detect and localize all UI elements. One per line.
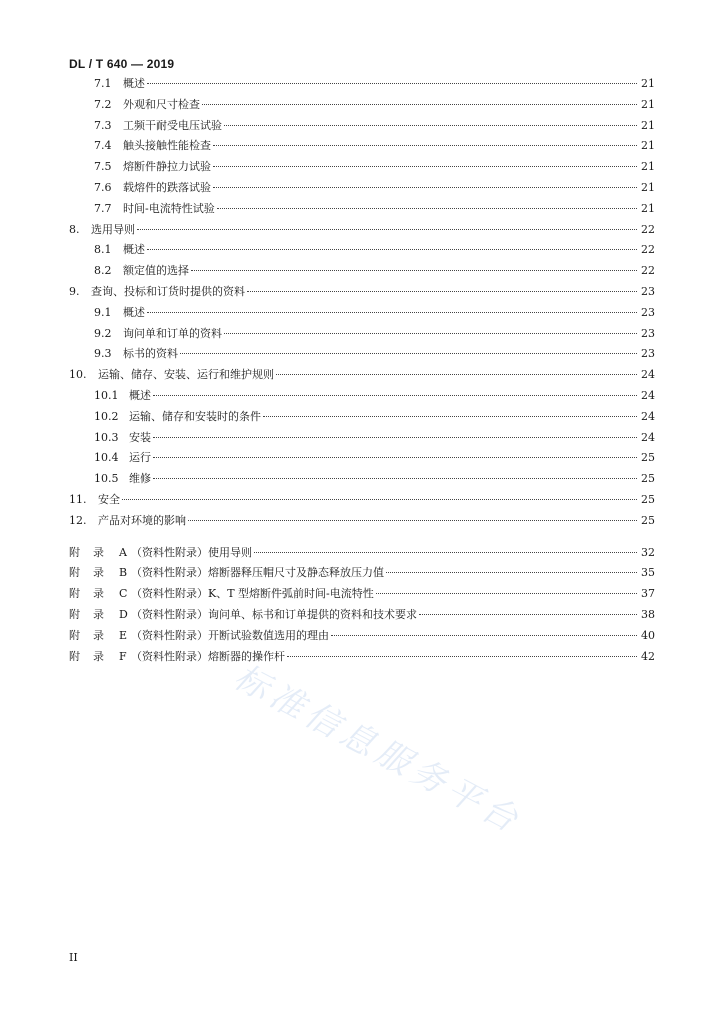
dot-leader <box>153 437 637 438</box>
appendix-title: （资料性附录）开断试验数值选用的理由 <box>131 628 329 642</box>
toc-entry-7-4[interactable] <box>0 136 724 157</box>
toc-entry-title: 安全 <box>98 492 120 506</box>
toc-entry-title: 触头接触性能检查 <box>123 139 211 153</box>
appendix-title: （资料性附录）熔断器的操作杆 <box>131 649 285 663</box>
appendix-page: 35 <box>641 566 655 580</box>
appendix-page: 40 <box>641 628 655 642</box>
toc-entry-number: 7.6 <box>94 180 112 194</box>
toc-entry-7-6[interactable] <box>0 178 724 199</box>
dot-leader <box>254 552 637 553</box>
toc-entry-number: 10.2 <box>94 409 119 423</box>
appendix-letter: D <box>119 607 128 621</box>
dot-leader <box>217 208 637 209</box>
toc-entry-page: 21 <box>641 97 655 111</box>
toc-entry-number: 10. <box>69 368 87 382</box>
appendix-word-1: 附 <box>69 628 80 642</box>
toc-entry-page: 24 <box>641 388 655 402</box>
toc-entry-11[interactable] <box>0 490 724 511</box>
appendix-word-1: 附 <box>69 545 80 559</box>
toc-entry-number: 11. <box>69 492 87 506</box>
toc-entry-page: 23 <box>641 326 655 340</box>
toc-entry-number: 7.1 <box>94 77 112 90</box>
toc-entry-9-2[interactable] <box>0 324 724 345</box>
toc-entry-page: 24 <box>641 430 655 444</box>
dot-leader <box>202 104 637 105</box>
toc-entry-number: 9. <box>69 284 80 298</box>
toc-entry-title: 查询、投标和订货时提供的资料 <box>91 284 245 298</box>
toc-entry-7-1[interactable] <box>0 74 724 95</box>
toc-entry-number: 7.3 <box>94 118 112 132</box>
appendix-page: 37 <box>641 587 655 601</box>
appendix-word-2: 录 <box>93 587 104 601</box>
dot-leader <box>137 229 637 230</box>
toc-entry-number: 10.5 <box>94 472 119 486</box>
toc-entry-title: 工频干耐受电压试验 <box>123 118 222 132</box>
toc-entry-number: 9.2 <box>94 326 112 340</box>
toc-entry-page: 25 <box>641 492 655 506</box>
toc-entry-title: 载熔件的跌落试验 <box>123 180 211 194</box>
appendix-letter: F <box>119 649 127 663</box>
appendix-title: （资料性附录）使用导则 <box>131 545 252 559</box>
toc-entry-number: 10.1 <box>94 388 119 402</box>
toc-entry-page: 25 <box>641 513 655 527</box>
toc-entry-number: 9.1 <box>94 305 112 319</box>
appendix-word-2: 录 <box>93 628 104 642</box>
appendix-title: （资料性附录）熔断器释压帽尺寸及静态释放压力值 <box>131 566 384 580</box>
toc-entry-title: 产品对环境的影响 <box>98 513 186 527</box>
toc-entry-title: 运输、储存和安装时的条件 <box>129 409 261 423</box>
toc-entry-title: 额定值的选择 <box>123 264 189 278</box>
section-gap <box>0 532 724 543</box>
toc-entry-10-2[interactable] <box>0 407 724 428</box>
appendix-entry-d[interactable] <box>0 605 724 626</box>
toc-entry-7-2[interactable] <box>0 95 724 116</box>
appendix-entry-e[interactable] <box>0 626 724 647</box>
dot-leader <box>213 187 637 188</box>
dot-leader <box>224 333 637 334</box>
dot-leader <box>153 457 637 458</box>
dot-leader <box>376 593 637 594</box>
toc-entry-title: 安装 <box>129 430 151 444</box>
dot-leader <box>188 520 637 521</box>
toc-entry-page: 23 <box>641 347 655 361</box>
toc-entry-page: 25 <box>641 472 655 486</box>
dot-leader <box>419 614 637 615</box>
document-code-header: DL / T 640 — 2019 <box>69 57 175 71</box>
dot-leader <box>386 572 637 573</box>
toc-entry-page: 21 <box>641 139 655 153</box>
appendix-word-1: 附 <box>69 566 80 580</box>
toc-entry-page: 21 <box>641 201 655 215</box>
toc-entry-title: 概述 <box>129 388 151 402</box>
appendix-word-2: 录 <box>93 649 104 663</box>
toc-entry-number: 7.2 <box>94 97 112 111</box>
dot-leader <box>147 83 637 84</box>
appendix-letter: E <box>119 628 128 642</box>
table-of-contents <box>0 74 724 667</box>
toc-entry-title: 时间-电流特性试验 <box>123 201 215 215</box>
toc-entry-8-2[interactable] <box>0 261 724 282</box>
toc-entry-page: 21 <box>641 180 655 194</box>
toc-entry-9-3[interactable] <box>0 344 724 365</box>
toc-entry-number: 12. <box>69 513 87 527</box>
toc-entry-8-1[interactable] <box>0 240 724 261</box>
toc-entry-12[interactable] <box>0 511 724 532</box>
toc-entry-7-3[interactable] <box>0 116 724 137</box>
toc-entry-10-5[interactable] <box>0 469 724 490</box>
dot-leader <box>213 145 637 146</box>
appendix-word-2: 录 <box>93 566 104 580</box>
dot-leader <box>224 125 637 126</box>
toc-entry-page: 23 <box>641 305 655 319</box>
toc-entry-title: 维修 <box>129 472 151 486</box>
toc-entry-page: 24 <box>641 409 655 423</box>
appendix-letter: B <box>119 566 128 580</box>
toc-entry-page: 25 <box>641 451 655 465</box>
dot-leader <box>191 270 637 271</box>
appendix-word-1: 附 <box>69 607 80 621</box>
dot-leader <box>213 166 637 167</box>
toc-entry-10-4[interactable] <box>0 448 724 469</box>
toc-entry-number: 7.5 <box>94 160 112 174</box>
toc-entry-title: 概述 <box>123 77 145 90</box>
toc-entry-9[interactable] <box>0 282 724 303</box>
toc-entry-number: 9.3 <box>94 347 112 361</box>
toc-entry-page: 22 <box>641 264 655 278</box>
watermark: 标准信息服务平台 <box>227 657 529 843</box>
toc-entry-title: 选用导则 <box>91 222 135 236</box>
toc-entry-title: 运输、储存、安装、运行和维护规则 <box>98 368 274 382</box>
appendix-title: （资料性附录）K、T 型熔断件弧前时间-电流特性 <box>131 587 374 601</box>
toc-entry-title: 外观和尺寸检查 <box>123 97 200 111</box>
appendix-page: 32 <box>641 545 655 559</box>
dot-leader <box>276 374 637 375</box>
dot-leader <box>122 499 637 500</box>
toc-entry-page: 21 <box>641 118 655 132</box>
dot-leader <box>331 635 637 636</box>
appendix-word-1: 附 <box>69 587 80 601</box>
toc-entry-number: 10.4 <box>94 451 119 465</box>
appendix-word-2: 录 <box>93 607 104 621</box>
appendix-letter: A <box>119 545 127 559</box>
toc-entry-title: 概述 <box>123 243 145 257</box>
toc-entry-9-1[interactable] <box>0 303 724 324</box>
appendix-entry-c[interactable] <box>0 584 724 605</box>
appendix-title: （资料性附录）询问单、标书和订单提供的资料和技术要求 <box>131 607 417 621</box>
toc-entry-page: 22 <box>641 222 655 236</box>
appendix-entry-a[interactable] <box>0 543 724 564</box>
toc-entry-number: 7.4 <box>94 139 112 153</box>
toc-entry-number: 10.3 <box>94 430 119 444</box>
toc-entry-number: 8.1 <box>94 243 112 257</box>
toc-entry-page: 23 <box>641 284 655 298</box>
dot-leader <box>147 249 637 250</box>
toc-entry-page: 24 <box>641 368 655 382</box>
dot-leader <box>153 395 637 396</box>
toc-entry-number: 7.7 <box>94 201 112 215</box>
dot-leader <box>153 478 637 479</box>
appendix-page: 38 <box>641 607 655 621</box>
dot-leader <box>263 416 637 417</box>
toc-entry-page: 22 <box>641 243 655 257</box>
dot-leader <box>287 656 637 657</box>
appendix-entry-b[interactable] <box>0 563 724 584</box>
toc-entry-8[interactable] <box>0 220 724 241</box>
toc-entry-title: 运行 <box>129 451 151 465</box>
toc-entry-title: 熔断件静拉力试验 <box>123 160 211 174</box>
toc-entry-number: 8.2 <box>94 264 112 278</box>
appendix-word-1: 附 <box>69 649 80 663</box>
appendix-page: 42 <box>641 649 655 663</box>
dot-leader <box>180 353 637 354</box>
appendix-letter: C <box>119 587 128 601</box>
page-number: II <box>69 951 78 964</box>
toc-entry-10-1[interactable] <box>0 386 724 407</box>
dot-leader <box>147 312 637 313</box>
appendix-word-2: 录 <box>93 545 104 559</box>
dot-leader <box>247 291 637 292</box>
appendix-entry-f[interactable] <box>0 647 724 668</box>
toc-entry-number: 8. <box>69 222 80 236</box>
toc-entry-page: 21 <box>641 160 655 174</box>
toc-entry-title: 询问单和订单的资料 <box>123 326 222 340</box>
toc-entry-7-7[interactable] <box>0 199 724 220</box>
toc-entry-title: 标书的资料 <box>123 347 178 361</box>
toc-entry-10[interactable] <box>0 365 724 386</box>
toc-entry-10-3[interactable] <box>0 428 724 449</box>
toc-entry-title: 概述 <box>123 305 145 319</box>
toc-entry-page: 21 <box>641 77 655 90</box>
toc-entry-7-5[interactable] <box>0 157 724 178</box>
